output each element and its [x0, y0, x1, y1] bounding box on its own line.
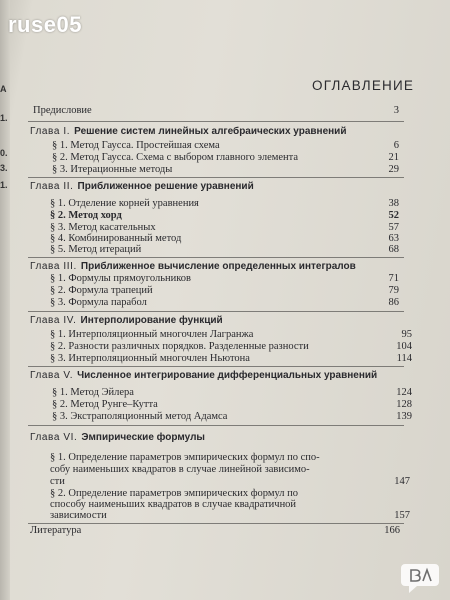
chapter-title: Эмпирические формулы: [81, 432, 205, 443]
toc-entry-title: § 1. Отделение корней уравнения: [50, 198, 199, 209]
toc-entry-page: 6: [393, 140, 399, 151]
toc-entry-page: 52: [388, 210, 399, 221]
toc-entry-title: § 2. Метод Рунге–Кутта: [52, 399, 158, 410]
adjacent-page-fragment: 3.: [0, 163, 8, 173]
toc-entry: [52, 399, 412, 411]
toc-entry-page: 147: [394, 476, 410, 487]
toc-entry-title: способу наименьших квадратов в случае квадратичной: [50, 499, 297, 510]
chapter-heading: [30, 181, 400, 193]
toc-entry: [52, 411, 412, 423]
toc-entry-page: 68: [388, 244, 399, 255]
toc-entry-page: 21: [388, 152, 399, 163]
chapter-title: Приближенное вычисление определенных интегралов: [80, 261, 356, 272]
toc-entry-page: 95: [401, 329, 412, 340]
toc-title: ОГЛАВЛЕНИЕ: [312, 78, 415, 93]
toc-entry: [52, 387, 412, 399]
toc-entry-page: 38: [388, 198, 399, 209]
divider: [28, 257, 404, 258]
toc-entry: [50, 273, 399, 285]
toc-entry-line: [50, 464, 399, 476]
toc-entry-line: [50, 510, 410, 522]
toc-entry-preface: [33, 105, 399, 117]
chapter-heading: [30, 126, 400, 138]
toc-entry-title: сти: [50, 476, 65, 487]
chapter-label: Глава III.: [30, 261, 77, 272]
toc-entry: [52, 152, 399, 164]
toc-entry: [50, 244, 399, 256]
divider: [28, 177, 404, 178]
toc-entry-title: § 2. Разности различных порядков. Разделенные разности: [50, 341, 309, 352]
chapter-heading: [30, 432, 400, 444]
toc-entry-title: § 3. Интерполяционный многочлен Ньютона: [50, 353, 250, 364]
chapter-title: Интерполирование функций: [80, 315, 223, 326]
chapter-label: Глава IV.: [30, 315, 77, 326]
toc-entry: [52, 140, 399, 152]
divider: [28, 311, 404, 312]
toc-entry-title: § 4. Комбинированный метод: [50, 233, 182, 244]
toc-entry-page: 79: [388, 285, 399, 296]
toc-entry: [50, 341, 412, 353]
toc-entry-title: § 3. Метод касательных: [50, 222, 156, 233]
toc-entry: [50, 353, 412, 365]
toc-entry-title: Предисловие: [33, 105, 92, 116]
chapter-title: Приближенное решение уравнений: [77, 181, 254, 192]
toc-entry-title: § 1. Интерполяционный многочлен Лагранжа: [50, 329, 254, 340]
toc-entry-page: 104: [396, 341, 412, 352]
toc-entry-title: § 3. Итерационные методы: [52, 164, 173, 175]
toc-entry: [50, 329, 412, 341]
toc-entry-title: § 2. Метод Гаусса. Схема с выбором главного элемента: [52, 152, 299, 163]
toc-entry-line: [50, 452, 399, 464]
toc-entry-page: 139: [396, 411, 412, 422]
toc-entry-title: Литература: [30, 525, 82, 536]
watermark: ruse05: [8, 12, 82, 37]
toc-entry-title: зависимости: [50, 510, 107, 521]
chapter-heading: [30, 315, 400, 327]
adjacent-page-fragment: 0.: [0, 148, 8, 158]
adjacent-page-fragment: А: [0, 84, 7, 94]
toc-entry-title: собу наименьших квадратов в случае линейной зависимо-: [50, 464, 310, 475]
toc-entry: [50, 210, 399, 222]
toc-entry: [52, 164, 399, 176]
chapter-heading: [30, 261, 400, 273]
adjacent-page-fragment: 1.: [0, 180, 8, 190]
divider: [28, 523, 404, 524]
divider: [28, 425, 404, 426]
toc-entry-page: 63: [388, 233, 399, 244]
toc-entry-title: § 1. Формулы прямоугольников: [50, 273, 192, 284]
toc-entry-page: 29: [388, 164, 399, 175]
toc-entry-title: § 3. Формула парабол: [50, 297, 147, 308]
chapter-label: Глава V.: [30, 370, 74, 381]
chapter-label: Глава I.: [30, 126, 71, 137]
chapter-label: Глава VI.: [30, 432, 78, 443]
toc-entry-page: 128: [396, 399, 412, 410]
marketplace-logo-icon: [395, 556, 445, 596]
toc-entry-title: § 3. Экстраполяционный метод Адамса: [52, 411, 228, 422]
toc-entry-title: § 2. Определение параметров эмпирических формул по: [50, 488, 299, 499]
chapter-label: Глава II.: [30, 181, 74, 192]
toc-entry-literature: [30, 525, 400, 537]
toc-entry-title: § 1. Метод Эйлера: [52, 387, 134, 398]
toc-entry: [50, 198, 399, 210]
toc-entry-title: § 2. Формула трапеций: [50, 285, 153, 296]
chapter-title: Численное интегрирование дифференциальных уравнений: [77, 370, 378, 381]
toc-entry-page: 157: [394, 510, 410, 521]
toc-entry-title: § 2. Метод хорд: [50, 210, 122, 221]
chapter-heading: [30, 370, 410, 382]
toc-entry-title: § 1. Метод Гаусса. Простейшая схема: [52, 140, 220, 151]
toc-entry-title: § 1. Определение параметров эмпирических формул по спо-: [50, 452, 320, 463]
divider: [28, 121, 404, 122]
chapter-title: Решение систем линейных алгебраических уравнений: [74, 126, 347, 137]
adjacent-page-fragment: 1.: [0, 113, 8, 123]
toc-entry-page: 124: [396, 387, 412, 398]
divider: [28, 366, 404, 367]
toc-entry-page: 86: [388, 297, 399, 308]
toc-entry-line: [50, 476, 410, 488]
toc-entry: [50, 285, 399, 297]
toc-entry-page: 114: [396, 353, 412, 364]
toc-entry: [50, 297, 399, 309]
toc-entry-title: § 5. Метод итераций: [50, 244, 142, 255]
toc-entry-page: 57: [388, 222, 399, 233]
toc-entry-page: 71: [388, 273, 399, 284]
toc-entry-page: 3: [393, 105, 399, 116]
toc-entry-page: 166: [384, 525, 400, 536]
